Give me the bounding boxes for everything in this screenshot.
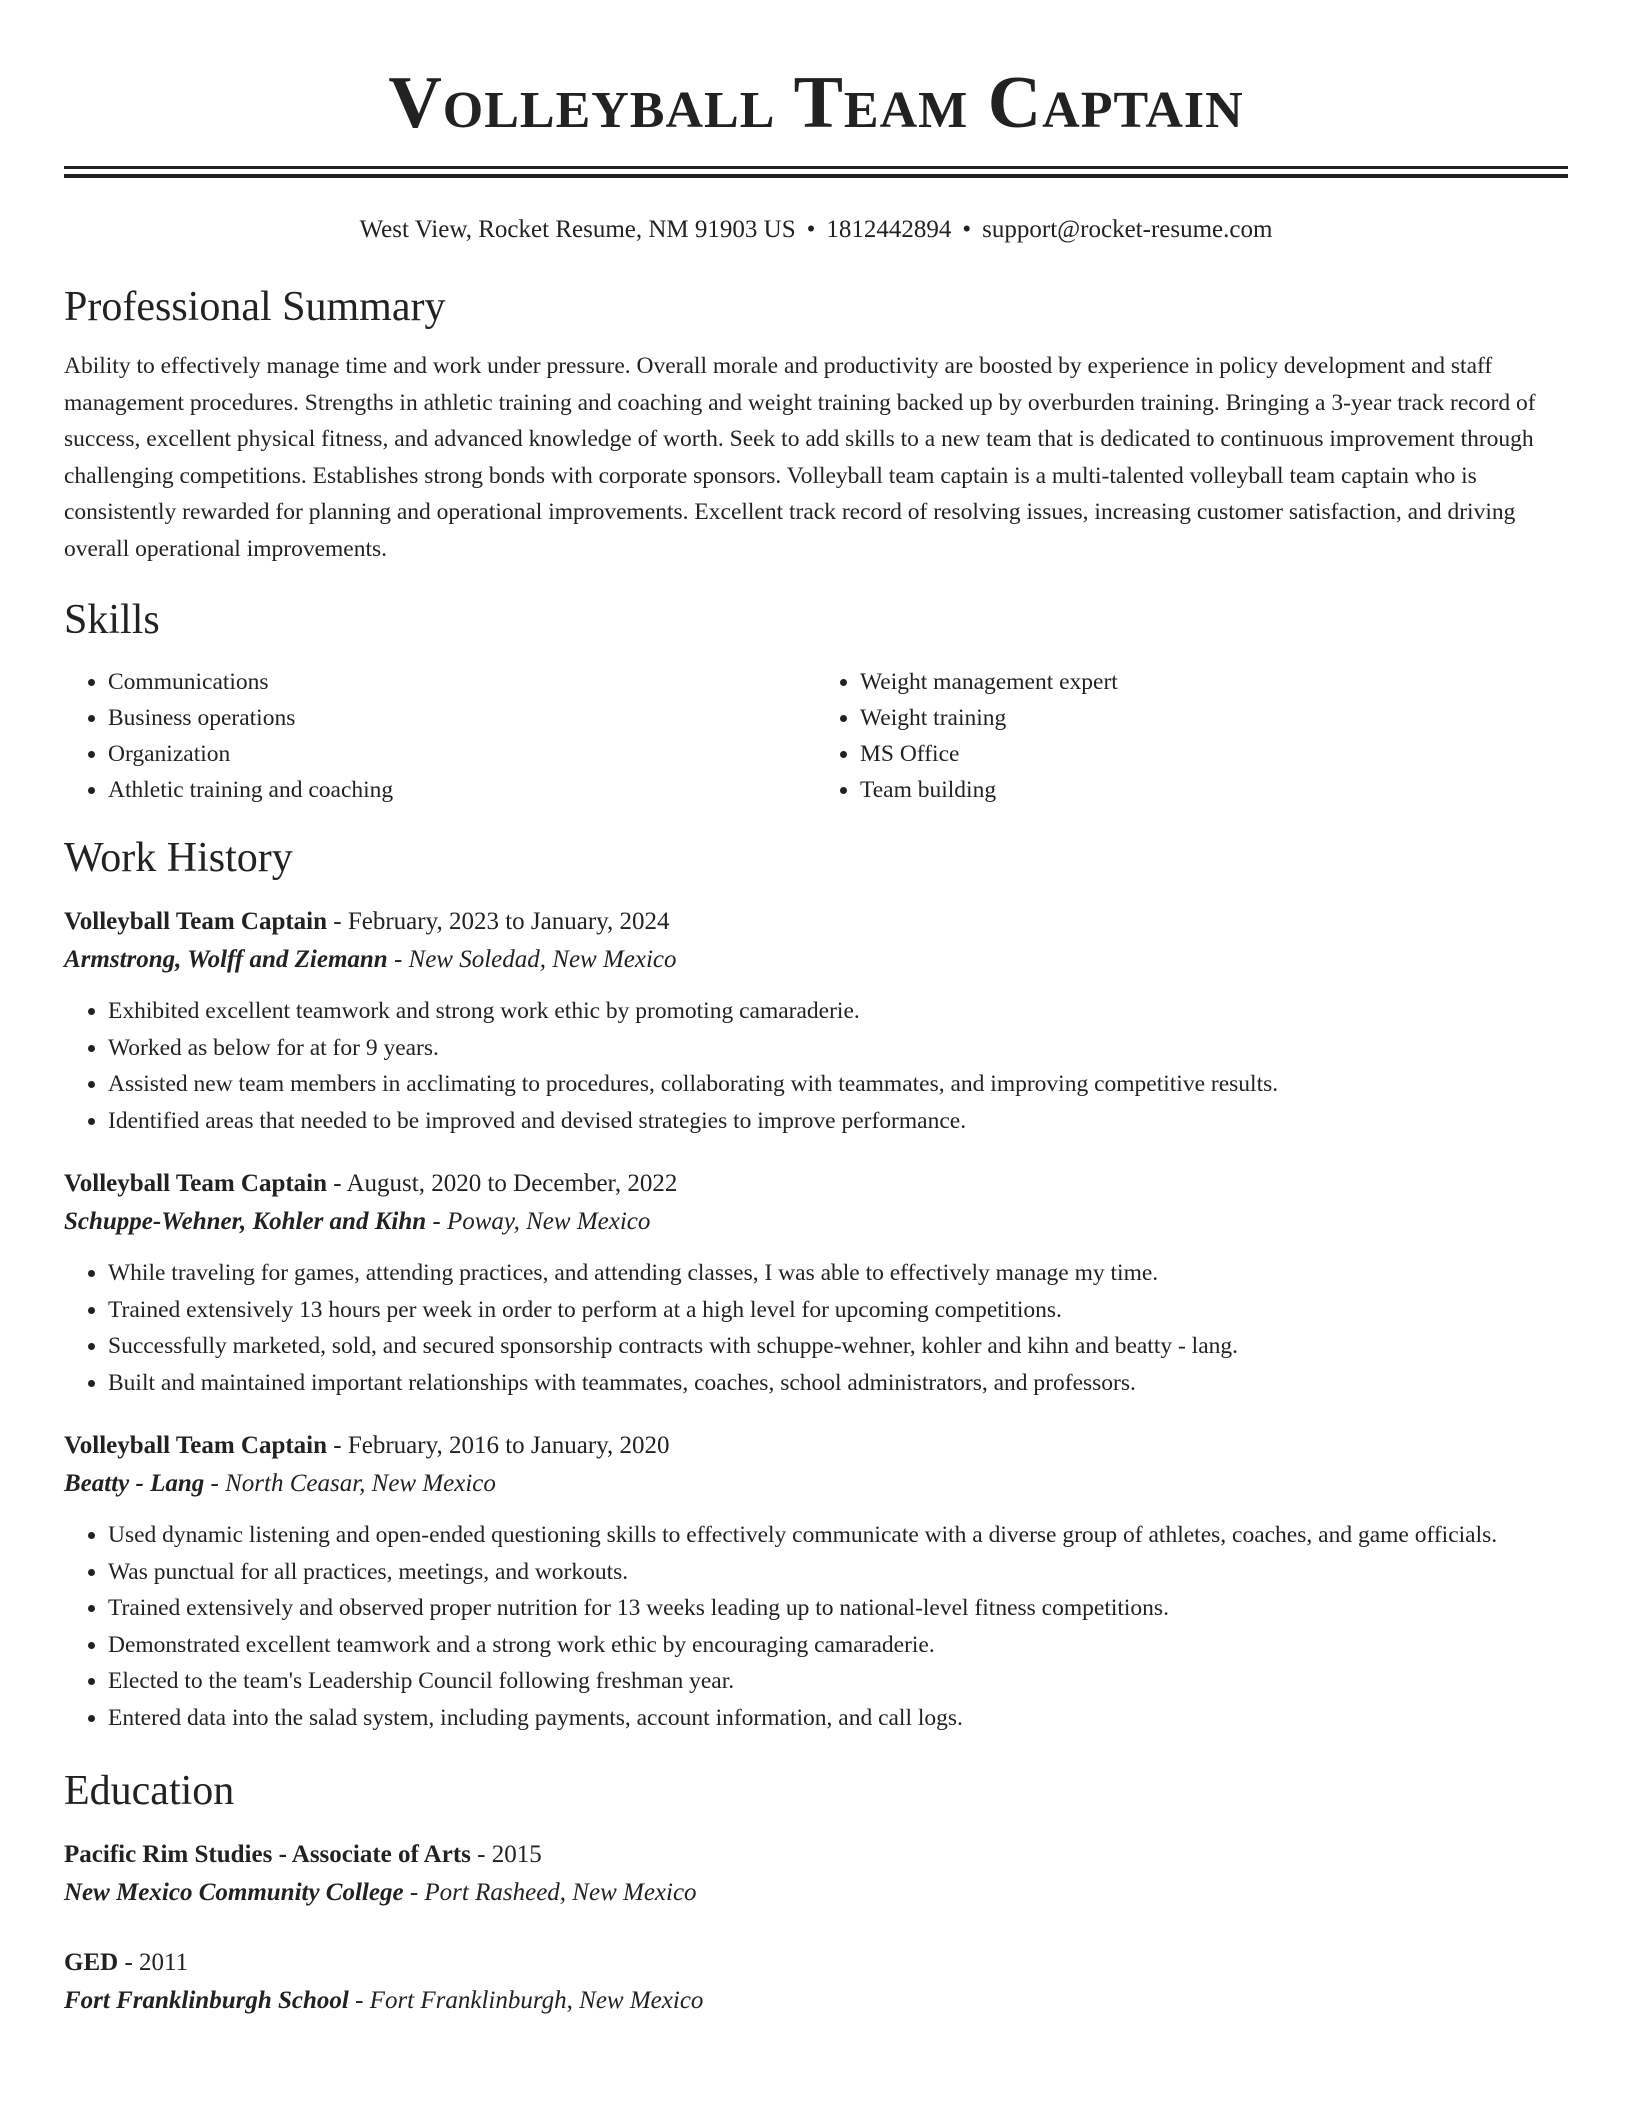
skill-item: • Team building [860, 772, 1568, 808]
job-company-line [64, 941, 1568, 979]
dash: - [327, 1170, 347, 1197]
education-year: 2015 [491, 1841, 542, 1868]
job-title-line [64, 903, 1568, 941]
job-location: Poway, New Mexico [446, 1208, 651, 1235]
job-entry [64, 1165, 1568, 1401]
job-bullet: • While traveling for games, attending practices, and attending classes, I was able to effectively manage my time. [108, 1255, 1568, 1292]
job-bullet: • Elected to the team's Leadership Council following freshman year. [108, 1663, 1568, 1700]
dash: - [426, 1208, 447, 1235]
job-location: New Soledad, New Mexico [408, 946, 677, 973]
job-title-line [64, 1165, 1568, 1203]
skill-item: • Weight management expert [860, 664, 1568, 700]
job-company: Beatty - Lang [64, 1470, 205, 1497]
dash: - [470, 1841, 492, 1868]
job-company-line [64, 1465, 1568, 1503]
skills-list-left [64, 664, 816, 808]
job-bullet: • Successfully marketed, sold, and secured sponsorship contracts with schuppe-wehner, kohler and kihn and beatty - lang. [108, 1328, 1568, 1365]
dash: - [327, 1432, 348, 1459]
job-bullet: • Entered data into the salad system, including payments, account information, and call logs. [108, 1700, 1568, 1737]
job-title-line [64, 1427, 1568, 1465]
job-bullets [64, 1255, 1568, 1401]
education-school: New Mexico Community College [64, 1879, 404, 1906]
dash: - [118, 1949, 140, 1976]
education-degree-line [64, 1836, 1568, 1874]
education-school: Fort Franklinburgh School [64, 1987, 349, 2014]
education-location: Fort Franklinburgh, New Mexico [369, 1987, 704, 2014]
job-dates: February, 2016 to January, 2020 [347, 1432, 670, 1459]
contact-address: West View, Rocket Resume, NM 91903 US [359, 216, 796, 243]
education-degree: GED [64, 1949, 119, 1976]
education-heading: Education [64, 1768, 235, 1814]
job-bullets [64, 1517, 1568, 1736]
education-year: 2011 [139, 1949, 189, 1976]
dash: - [204, 1470, 226, 1497]
skill-item: • Business operations [108, 700, 816, 736]
job-bullet: • Used dynamic listening and open-ended questioning skills to effectively communicate with a diverse group of athletes, coaches, and game officials. [108, 1517, 1568, 1554]
dash: - [387, 946, 409, 973]
skill-item: • Organization [108, 736, 816, 772]
contact-phone: 1812442894 [826, 216, 952, 243]
job-entry [64, 903, 1568, 1139]
skill-item: • MS Office [860, 736, 1568, 772]
job-entry [64, 1427, 1568, 1736]
summary-text: Ability to effectively manage time and work under pressure. Overall morale and productivity are boosted by experience in policy development and staff management procedures. Strengths in athletic training and coaching and weight training backed up by overburden training. Bringing a 3-year track record of success, excellent physical fitness, and advanced knowledge of worth. Seek to add skills to a new team that is dedicated to continuous improvement through challenging competitions. Establishes strong bonds with corporate sponsors. Volleyball team captain is a multi-talented volleyball team captain who is consistently rewarded for planning and operational improvements. Excellent track record of resolving issues, increasing customer satisfaction, and driving overall operational improvements. [64, 353, 1536, 562]
dash: - [403, 1879, 425, 1906]
contact-separator: • [962, 216, 972, 243]
skills-list-right [816, 664, 1568, 808]
job-bullet: • Trained extensively and observed proper nutrition for 13 weeks leading up to national-level fitness competitions. [108, 1590, 1568, 1627]
job-bullets [64, 993, 1568, 1139]
education-school-line [64, 1874, 1568, 1912]
job-dates: August, 2020 to December, 2022 [346, 1170, 678, 1197]
job-company: Schuppe-Wehner, Kohler and Kihn [64, 1208, 427, 1235]
education-location: Port Rasheed, New Mexico [424, 1879, 697, 1906]
header-rule-thin [64, 166, 1568, 169]
job-company: Armstrong, Wolff and Ziemann [64, 946, 388, 973]
job-title: Volleyball Team Captain [64, 1432, 328, 1459]
dash: - [348, 1987, 370, 2014]
job-title: Volleyball Team Captain [64, 1170, 328, 1197]
job-company-line [64, 1203, 1568, 1241]
skills-columns [64, 664, 1568, 808]
education-entry [64, 1836, 1568, 1912]
summary-heading: Professional Summary [64, 284, 446, 330]
job-bullet: • Identified areas that needed to be improved and devised strategies to improve performance. [108, 1103, 1568, 1140]
job-bullet: • Exhibited excellent teamwork and strong work ethic by promoting camaraderie. [108, 993, 1568, 1030]
work-history-heading: Work History [64, 835, 293, 881]
skills-heading: Skills [64, 597, 160, 643]
skill-item: • Athletic training and coaching [108, 772, 816, 808]
dash: - [327, 908, 348, 935]
skill-item: • Communications [108, 664, 816, 700]
job-bullet: • Trained extensively 13 hours per week in order to perform at a high level for upcoming competitions. [108, 1292, 1568, 1329]
job-bullet: • Was punctual for all practices, meetings, and workouts. [108, 1554, 1568, 1591]
job-title: Volleyball Team Captain [64, 908, 328, 935]
job-location: North Ceasar, New Mexico [225, 1470, 496, 1497]
job-bullet: • Assisted new team members in acclimating to procedures, collaborating with teammates, and improving competitive results. [108, 1066, 1568, 1103]
job-bullet: • Demonstrated excellent teamwork and a strong work ethic by encouraging camaraderie. [108, 1627, 1568, 1664]
contact-email: support@rocket-resume.com [982, 216, 1273, 243]
job-bullet: • Worked as below for at for 9 years. [108, 1030, 1568, 1067]
contact-separator: • [806, 216, 816, 243]
education-degree-line [64, 1944, 1568, 1982]
job-dates: February, 2023 to January, 2024 [347, 908, 670, 935]
header-rule-thick [64, 174, 1568, 178]
education-school-line [64, 1982, 1568, 2020]
candidate-name: Volleyball Team Captain [388, 62, 1244, 144]
education-degree: Pacific Rim Studies - Associate of Arts [64, 1841, 471, 1868]
contact-line [64, 213, 1568, 247]
education-entry [64, 1944, 1568, 2020]
skill-item: • Weight training [860, 700, 1568, 736]
job-bullet: • Built and maintained important relationships with teammates, coaches, school administrators, and professors. [108, 1365, 1568, 1402]
